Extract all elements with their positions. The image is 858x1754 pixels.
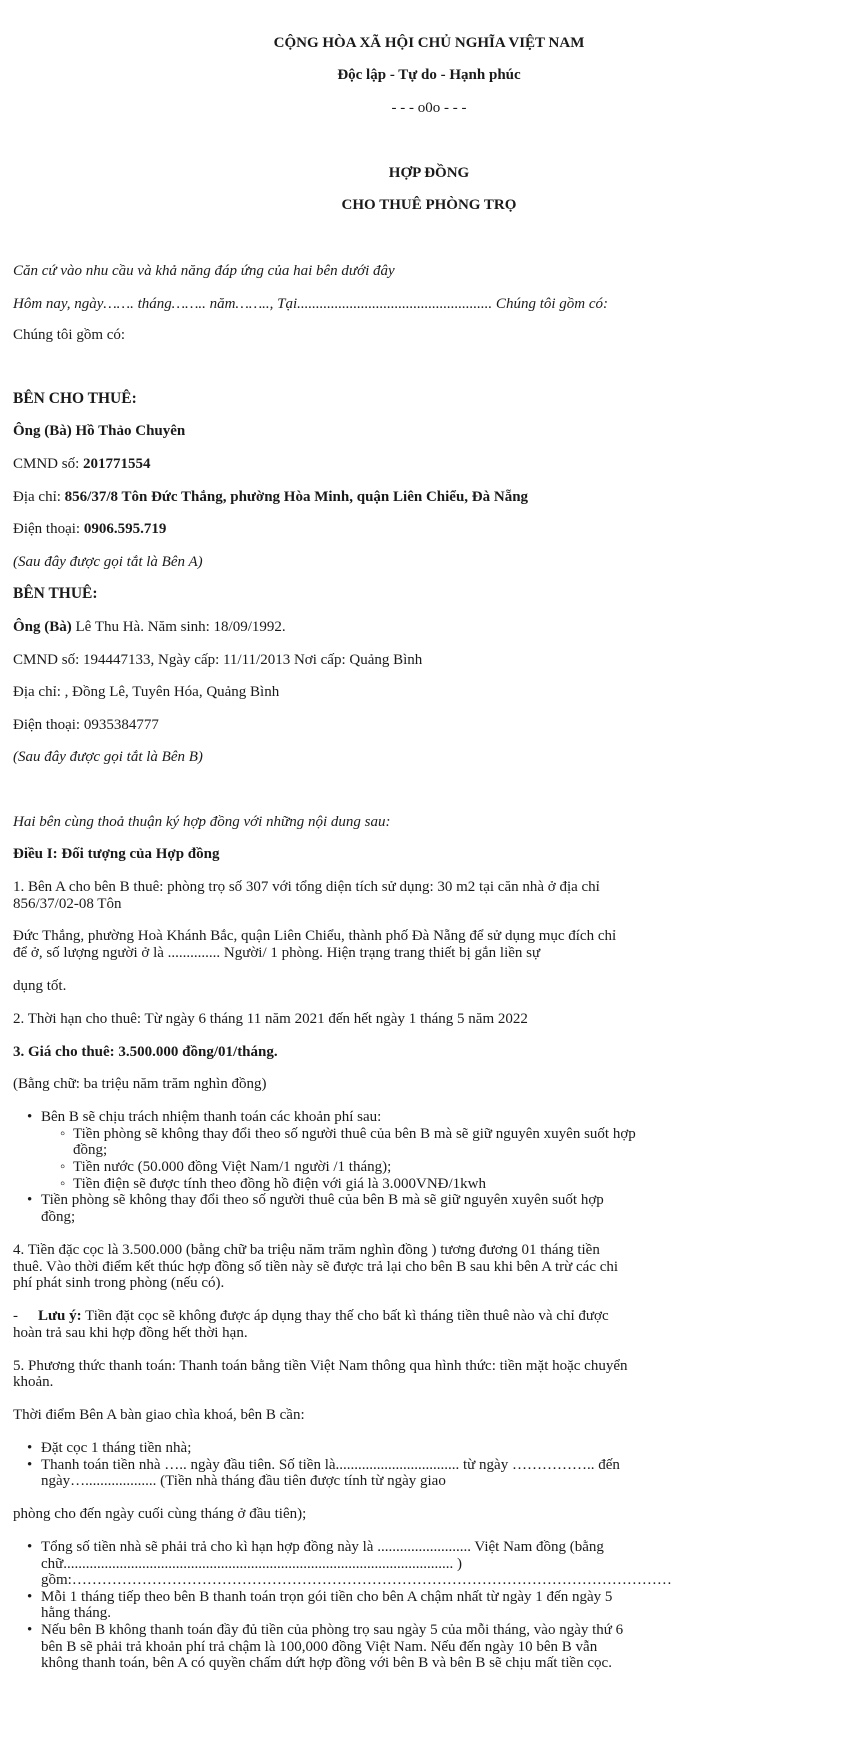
article-1-heading: Điều I: Đối tượng của Hợp đồng — [13, 846, 220, 862]
note-dash: - — [13, 1308, 18, 1324]
item-4-line-3: phí phát sinh trong phòng (nếu có). — [13, 1275, 225, 1291]
handover-cont: phòng cho đến ngày cuối cùng tháng ở đầu tiên); — [13, 1506, 307, 1522]
party-b-phone: Điện thoại: 0935384777 — [13, 717, 159, 733]
party-b-name — [13, 618, 286, 636]
list-item: • Bên B sẽ chịu trách nhiệm thanh toán các khoản phí sau: — [41, 1108, 381, 1126]
party-b-name-label: Ông (Bà) — [13, 619, 72, 635]
note-label: Lưu ý: — [38, 1308, 82, 1324]
party-a-id-value: 201771554 — [83, 456, 151, 472]
party-a-phone-value: 0906.595.719 — [83, 521, 167, 537]
party-a-phone-label: Điện thoại: — [13, 521, 84, 537]
list-item-cont: ngày…................... (Tiền nhà tháng đầu tiên được tính từ ngày giao — [41, 1473, 446, 1489]
item-3-label: 3. Giá cho thuê: — [13, 1044, 119, 1060]
party-a-id-label: CMND số: — [13, 456, 84, 472]
item-5-line-1: 5. Phương thức thanh toán: Thanh toán bằng tiền Việt Nam thông qua hình thức: tiền mặt hoặc chuyển — [13, 1358, 628, 1374]
party-b-note: (Sau đây được gọi tắt là Bên B) — [13, 749, 203, 765]
list-item: • Mỗi 1 tháng tiếp theo bên B thanh toán trọn gói tiền cho bên A chậm nhất từ ngày 1 đến ngày 5 — [41, 1588, 612, 1606]
party-a-address-value: 856/37/8 Tôn Đức Thắng, phường Hòa Minh, quận Liên Chiểu, Đà Nẵng — [64, 489, 529, 505]
list-item: • Nếu bên B không thanh toán đầy đủ tiền của phòng trọ sau ngày 5 của mỗi tháng, vào ngày thứ 6 — [41, 1621, 623, 1639]
list-item: • Tổng số tiền nhà sẽ phải trả cho kì hạn hợp đồng này là ......................... Việt Nam đồng (bằng — [41, 1538, 604, 1556]
list-item-cont: chữ........................................................................................................ ) — [41, 1556, 463, 1572]
party-a-note: (Sau đây được gọi tắt là Bên A) — [13, 554, 203, 570]
note-text: Tiền đặt cọc sẽ không được áp dụng thay thế cho bất kì tháng tiền thuê nào và chỉ được — [81, 1308, 609, 1324]
list-item-cont: không thanh toán, bên A có quyền chấm dứt hợp đồng với bên B và bên B sẽ chịu mất tiền cọc. — [41, 1655, 612, 1671]
party-b-address: Địa chỉ: , Đồng Lê, Tuyên Hóa, Quảng Bình — [13, 684, 280, 700]
party-a-phone — [13, 520, 166, 538]
party-a-heading: BÊN CHO THUÊ: — [13, 390, 137, 407]
item-1-line-1: 1. Bên A cho bên B thuê: phòng trọ số 307 với tổng diện tích sử dụng: 30 m2 tại căn nhà ở địa chỉ — [13, 879, 600, 895]
note-line-1 — [13, 1307, 609, 1325]
party-b-heading: BÊN THUÊ: — [13, 585, 98, 602]
party-b-id: CMND số: 194447133, Ngày cấp: 11/11/2013 Nơi cấp: Quảng Bình — [13, 652, 423, 668]
party-a-address — [13, 488, 528, 506]
party-a-name: Ông (Bà) Hồ Thảo Chuyên — [13, 423, 186, 439]
item-1-line-3: Đức Thắng, phường Hoà Khánh Bắc, quận Liên Chiểu, thành phố Đà Nẵng để sử dụng mục đích chỉ — [13, 928, 617, 944]
item-3 — [13, 1043, 278, 1061]
item-1-line-2: 856/37/02-08 Tôn — [13, 896, 122, 912]
list-item: • Tiền phòng sẽ không thay đổi theo số người thuê của bên B mà sẽ giữ nguyên xuyên suốt hợp — [41, 1191, 604, 1209]
handover-intro: Thời điểm Bên A bàn giao chìa khoá, bên B cần: — [13, 1407, 305, 1423]
item-2: 2. Thời hạn cho thuê: Từ ngày 6 tháng 11 năm 2021 đến hết ngày 1 tháng 5 năm 2022 — [13, 1011, 528, 1027]
agreement-intro: Hai bên cùng thoả thuận ký hợp đồng với những nội dung sau: — [13, 814, 391, 830]
list-item-cont: đồng; — [41, 1209, 76, 1225]
basis-line: Căn cứ vào nhu cầu và khả năng đáp ứng của hai bên dưới đây — [13, 263, 395, 279]
item-1-line-5: dụng tốt. — [13, 978, 67, 994]
list-item-cont: hằng tháng. — [41, 1605, 111, 1621]
list-item-cont: bên B sẽ phải trả khoản phí trả chậm là 100,000 đồng Việt Nam. Nếu đến ngày 10 bên B vẫn — [41, 1639, 598, 1655]
parties-intro: Chúng tôi gồm có: — [13, 327, 126, 343]
date-line: Hôm nay, ngày……. tháng…….. năm…….., Tại.................................................... Chúng tôi gồm có: — [13, 296, 609, 312]
item-3-words: (Bằng chữ: ba triệu năm trăm nghìn đồng) — [13, 1076, 267, 1092]
item-4-line-2: thuê. Vào thời điểm kết thúc hợp đồng số tiền này sẽ được trả lại cho bên B sau khi bên A trừ các chi — [13, 1259, 619, 1275]
party-a-id — [13, 455, 151, 473]
list-item-cont: gồm:………………………………………………………………………………………………………… — [41, 1572, 672, 1588]
motto: Độc lập - Tự do - Hạnh phúc — [337, 67, 521, 83]
list-item: • Đặt cọc 1 tháng tiền nhà; — [41, 1439, 191, 1457]
list-item: ◦ Tiền điện sẽ được tính theo đồng hồ điện với giá là 3.000VNĐ/1kwh — [73, 1175, 486, 1193]
party-b-name-rest: Lê Thu Hà. Năm sinh: 18/09/1992. — [71, 619, 286, 635]
party-a-address-label: Địa chỉ: — [13, 489, 65, 505]
list-item: • Thanh toán tiền nhà ….. ngày đầu tiên. Số tiền là................................. từ ngày …………….. đến — [41, 1456, 620, 1474]
item-5-line-2: khoản. — [13, 1374, 54, 1390]
item-4-line-1: 4. Tiền đặc cọc là 3.500.000 (bằng chữ ba triệu năm trăm nghìn đồng ) tương đương 01 tháng tiền — [13, 1242, 600, 1258]
item-1-line-4: để ở, số lượng người ở là .............. Người/ 1 phòng. Hiện trạng trang thiết bị gắn liền sự — [13, 945, 541, 961]
list-item: ◦ Tiền phòng sẽ không thay đổi theo số người thuê của bên B mà sẽ giữ nguyên xuyên suốt hợp — [73, 1125, 636, 1143]
separator: - - - o0o - - - — [391, 100, 467, 116]
list-item-cont: đồng; — [73, 1142, 108, 1158]
contract-title: HỢP ĐỒNG — [388, 165, 470, 181]
list-item: ◦ Tiền nước (50.000 đồng Việt Nam/1 người /1 tháng); — [73, 1158, 391, 1176]
note-line-2: hoàn trả sau khi hợp đồng hết thời hạn. — [13, 1325, 248, 1341]
nation-title: CỘNG HÒA XÃ HỘI CHỦ NGHĨA VIỆT NAM — [273, 35, 585, 51]
contract-subtitle: CHO THUÊ PHÒNG TRỌ — [341, 197, 517, 213]
item-3-value: 3.500.000 đồng/01/tháng. — [118, 1044, 278, 1060]
